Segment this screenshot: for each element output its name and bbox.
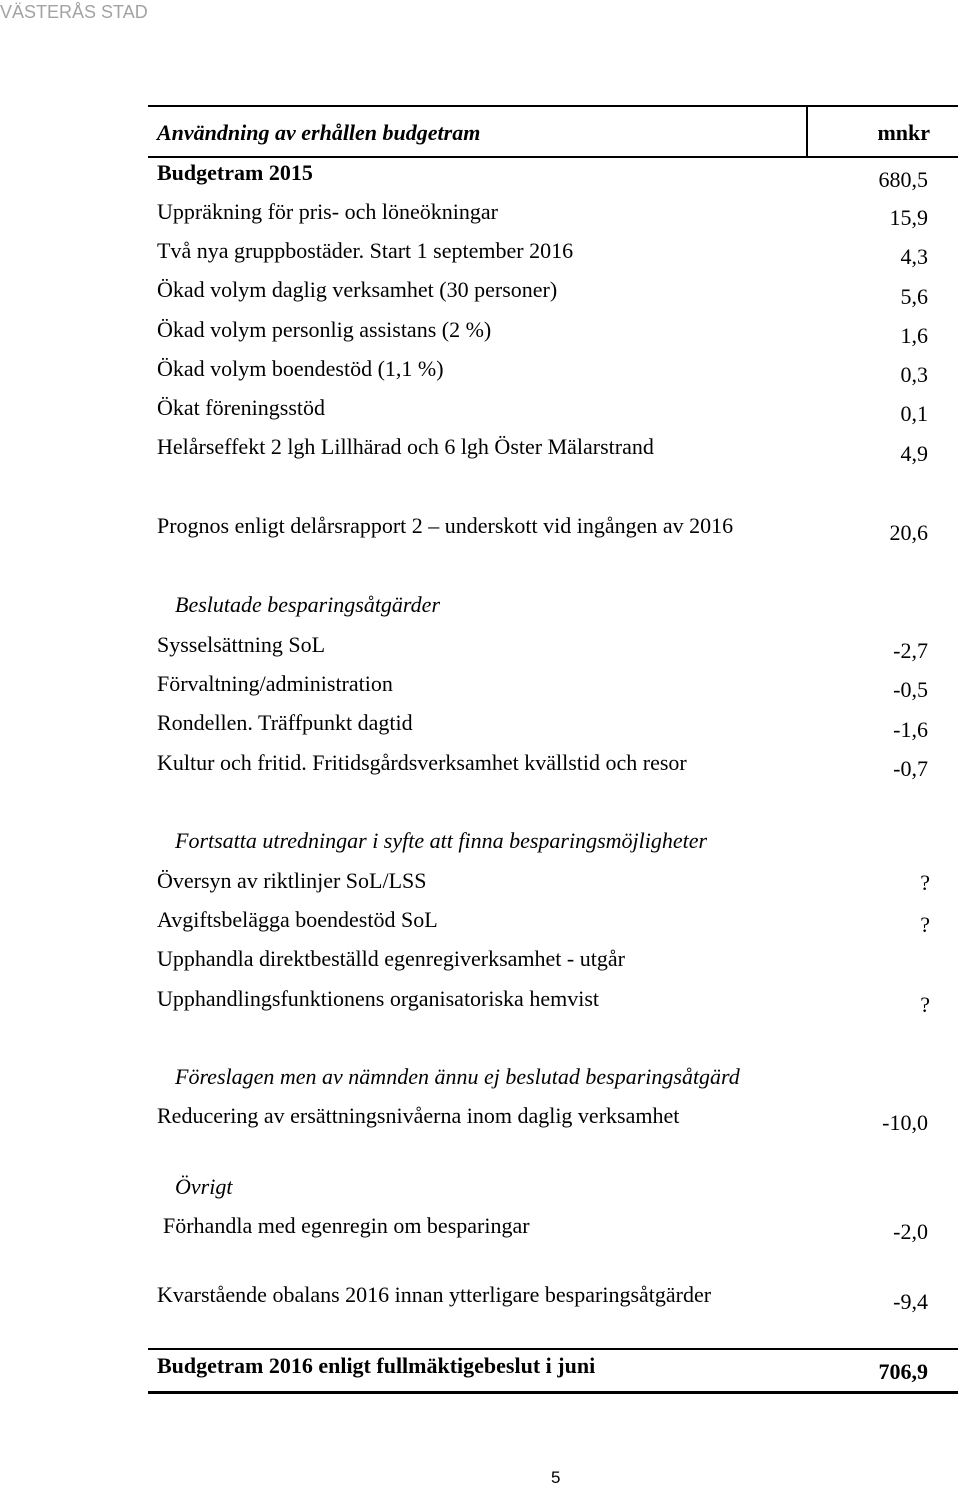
table-top-rule — [148, 105, 958, 107]
investigation-value: ? — [920, 912, 930, 937]
total-top-rule — [148, 1348, 958, 1350]
adjustment-label: Ökad volym boendestöd (1,1 %) — [157, 356, 444, 381]
budget-2015-label: Budgetram 2015 — [157, 160, 313, 185]
investigation-value: ? — [920, 992, 930, 1017]
proposed-saving-value: -10,0 — [882, 1110, 928, 1135]
unit-header: mnkr — [877, 120, 930, 145]
other-heading: Övrigt — [175, 1174, 233, 1199]
table-title: Användning av erhållen budgetram — [157, 120, 481, 145]
organization-name: VÄSTERÅS STAD — [0, 2, 148, 22]
adjustment-value: 5,6 — [900, 284, 928, 309]
adjustment-label: Ökad volym daglig verksamhet (30 personer) — [157, 277, 558, 302]
forecast-label: Prognos enligt delårsrapport 2 – underskott vid ingången av 2016 — [157, 513, 734, 538]
saving-value: -2,7 — [893, 638, 928, 663]
other-value: -2,0 — [893, 1219, 928, 1244]
saving-value: -0,7 — [893, 756, 928, 781]
adjustment-value: 15,9 — [889, 205, 928, 230]
investigation-value: ? — [920, 870, 930, 895]
adjustment-label: Ökad volym personlig assistans (2 %) — [157, 317, 492, 342]
saving-label: Sysselsättning SoL — [157, 632, 326, 657]
proposed-saving-label: Reducering av ersättningsnivåerna inom daglig verksamhet — [157, 1103, 680, 1128]
adjustment-value: 0,3 — [900, 362, 928, 387]
page-number: 5 — [551, 1468, 561, 1487]
budget-2016-value: 706,9 — [878, 1359, 928, 1384]
investigation-label: Upphandla direktbeställd egenregiverksamhet - utgår — [157, 946, 625, 971]
investigation-label: Avgiftsbelägga boendestöd SoL — [157, 907, 438, 932]
adjustment-label: Ökat föreningsstöd — [157, 395, 326, 420]
saving-value: -1,6 — [893, 717, 928, 742]
other-label: Förhandla med egenregin om besparingar — [163, 1213, 530, 1238]
adjustment-value: 4,3 — [900, 244, 928, 269]
adjustment-value: 1,6 — [900, 323, 928, 348]
investigation-label: Översyn av riktlinjer SoL/LSS — [157, 868, 427, 893]
budget-2015-value: 680,5 — [878, 167, 928, 192]
saving-label: Förvaltning/administration — [157, 671, 393, 696]
adjustment-value: 0,1 — [900, 401, 928, 426]
saving-value: -0,5 — [893, 677, 928, 702]
adjustment-value: 4,9 — [900, 441, 928, 466]
adjustment-label: Två nya gruppbostäder. Start 1 september 2016 — [157, 238, 574, 263]
header-bottom-rule — [148, 156, 958, 158]
budget-2016-label: Budgetram 2016 enligt fullmäktigebeslut i juni — [157, 1353, 596, 1378]
investigations-heading: Fortsatta utredningar i syfte att finna besparingsmöjligheter — [175, 828, 708, 853]
investigation-label: Upphandlingsfunktionens organisatoriska hemvist — [157, 986, 599, 1011]
total-bottom-rule — [148, 1391, 958, 1394]
forecast-value: 20,6 — [889, 520, 928, 545]
decided-savings-heading: Beslutade besparingsåtgärder — [175, 592, 440, 617]
proposed-savings-heading: Föreslagen men av nämnden ännu ej beslutad besparingsåtgärd — [175, 1064, 740, 1089]
header-column-divider — [806, 106, 808, 157]
saving-label: Rondellen. Träffpunkt dagtid — [157, 710, 413, 735]
adjustment-label: Uppräkning för pris- och löneökningar — [157, 199, 498, 224]
adjustment-label: Helårseffekt 2 lgh Lillhärad och 6 lgh Öster Mälarstrand — [157, 434, 654, 459]
saving-label: Kultur och fritid. Fritidsgårdsverksamhet kvällstid och resor — [157, 750, 687, 775]
remaining-imbalance-label: Kvarstående obalans 2016 innan ytterligare besparingsåtgärder — [157, 1282, 712, 1307]
remaining-imbalance-value: -9,4 — [893, 1289, 928, 1314]
